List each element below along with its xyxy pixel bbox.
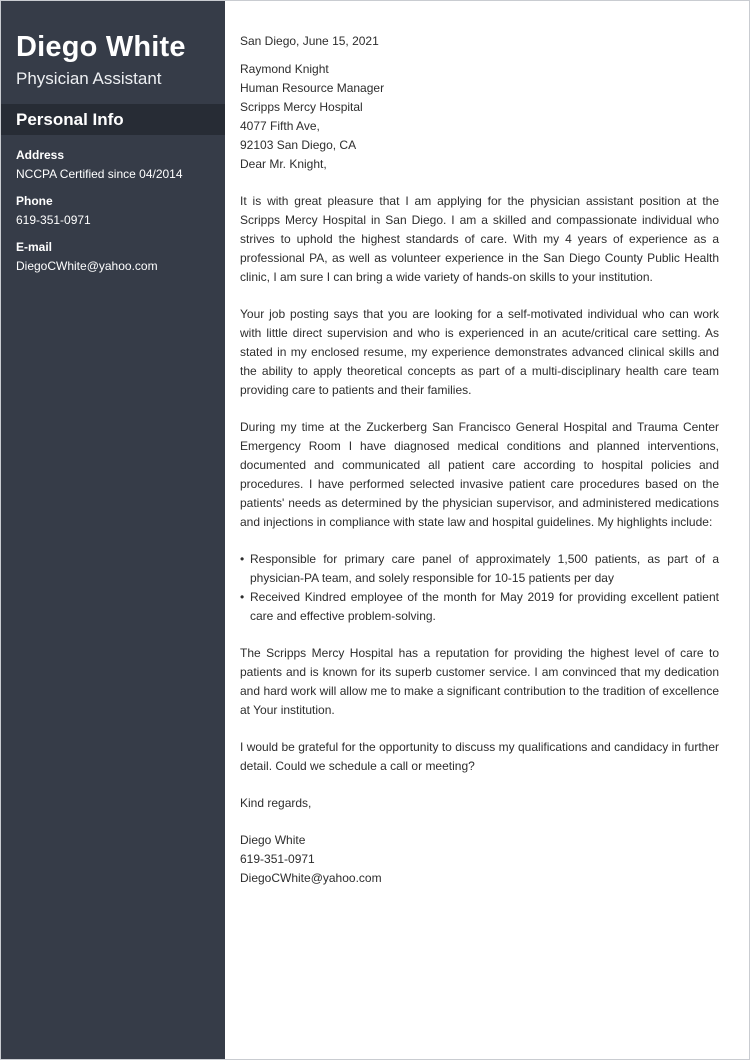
list-item	[240, 550, 719, 588]
email-value: DiegoCWhite@yahoo.com	[16, 259, 158, 273]
highlight-text: Responsible for primary care panel of approximately 1,500 patients, as part of a physician-PA team, and solely responsible for 10-15 patients per day	[250, 552, 719, 585]
signature-block	[240, 831, 719, 888]
signature-phone: 619-351-0971	[240, 852, 315, 866]
paragraph-job-posting: Your job posting says that you are looking for a self-motivated individual who can work with little direct supervision and who is experienced in an acute/critical care setting. As stated in my enclosed resume, my experience demonstrates advanced clinical skills and the ability to apply theoretical concepts as part of a multi-disciplinary health care team providing care to patients and their families.	[240, 307, 719, 397]
phone-value: 619-351-0971	[16, 213, 91, 227]
applicant-name: Diego White	[16, 31, 186, 63]
list-item	[240, 588, 719, 626]
letter-body	[225, 1, 749, 1059]
address-label: Address	[16, 148, 65, 162]
letter-date: San Diego, June 15, 2021	[240, 34, 379, 48]
address-value: NCCPA Certified since 04/2014	[16, 167, 183, 181]
recipient-city: 92103 San Diego, CA	[240, 138, 357, 152]
sidebar	[1, 1, 225, 1059]
recipient-company: Scripps Mercy Hospital	[240, 100, 363, 114]
recipient-address	[240, 60, 719, 155]
address-block	[1, 148, 225, 181]
highlight-text: Received Kindred employee of the month for May 2019 for providing excellent patient care and effective problem-solving.	[250, 590, 719, 623]
phone-label: Phone	[16, 194, 53, 208]
email-label: E-mail	[16, 240, 53, 254]
bullet-icon: •	[240, 552, 245, 566]
recipient-title: Human Resource Manager	[240, 81, 385, 95]
salutation: Dear Mr. Knight,	[240, 157, 327, 171]
recipient-street: 4077 Fifth Ave,	[240, 119, 320, 133]
paragraph-intro: It is with great pleasure that I am applying for the physician assistant position at the Scripps Mercy Hospital in San Diego. I am a skilled and compassionate individual who strives to uphold the highest standards of care. With my 4 years of experience as a professional PA, as well as volunteer experience in the San Diego County Public Health clinic, I am sure I can bring a wide variety of hands-on skills to your institution.	[240, 194, 719, 284]
phone-block	[1, 194, 225, 227]
paragraph-hospital-reputation: The Scripps Mercy Hospital has a reputation for providing the highest level of care to patients and is known for its superb customer service. I am convinced that my dedication and hard work will allow me to make a significant contribution to the tradition of excellence at Your institution.	[240, 646, 719, 717]
signature-email: DiegoCWhite@yahoo.com	[240, 871, 382, 885]
bullet-icon: •	[240, 590, 245, 604]
applicant-job-title: Physician Assistant	[16, 69, 162, 88]
personal-info-heading: Personal Info	[1, 104, 225, 135]
paragraph-request-meeting: I would be grateful for the opportunity to discuss my qualifications and candidacy in further detail. Could we schedule a call or meeting?	[240, 740, 719, 773]
email-block	[1, 240, 225, 273]
sign-off: Kind regards,	[240, 796, 312, 810]
paragraph-experience: During my time at the Zuckerberg San Francisco General Hospital and Trauma Center Emergency Room I have diagnosed medical conditions and planned interventions, documented and communicated all patient care according to hospital policies and procedures. I have performed selected invasive patient care procedures based on the patients' needs as determined by the physician supervisor, and administered medications and injections in compliance with state law and hospital guidelines. My highlights include:	[240, 420, 719, 529]
recipient-name: Raymond Knight	[240, 62, 329, 76]
signature-name: Diego White	[240, 833, 306, 847]
highlights-list	[240, 550, 719, 626]
